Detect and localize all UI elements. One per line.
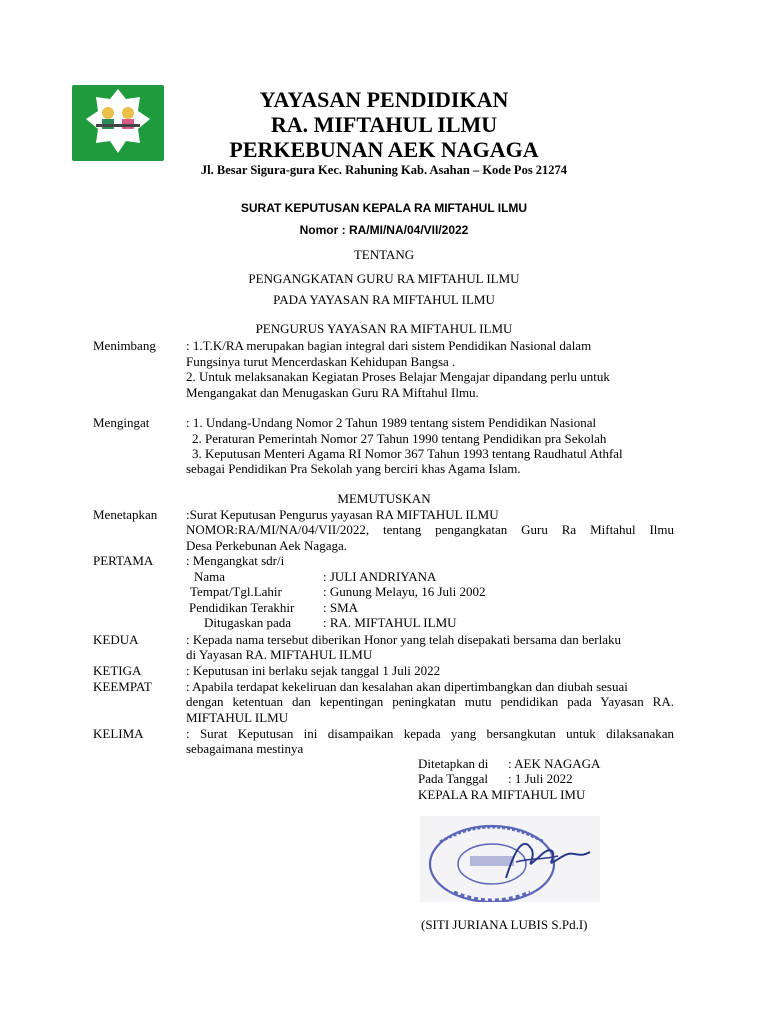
memutuskan-heading: MEMUTUSKAN bbox=[337, 491, 431, 506]
location-name: PERKEBUNAN AEK NAGAGA bbox=[229, 137, 539, 162]
subject-line-1: PENGANGKATAN GURU RA MIFTAHUL ILMU bbox=[248, 271, 520, 286]
tanggal-label: Pada Tanggal bbox=[418, 771, 488, 786]
kedua-label: KEDUA bbox=[93, 632, 139, 647]
board-heading: PENGURUS YAYASAN RA MIFTAHUL ILMU bbox=[255, 321, 513, 336]
menimbang-line: 2. Untuk melaksanakan Kegiatan Proses Belajar Mengajar dipandang perlu untuk bbox=[186, 369, 610, 384]
school-name: RA. MIFTAHUL ILMU bbox=[270, 112, 498, 137]
tanggal-value: : 1 Juli 2022 bbox=[508, 771, 573, 786]
field-label: Nama bbox=[194, 569, 226, 584]
field-label: Tempat/Tgl.Lahir bbox=[190, 584, 282, 599]
menetapkan-line: NOMOR:RA/MI/NA/04/VII/2022, tentang pengangkatan Guru Ra Miftahul Ilmu bbox=[186, 522, 674, 537]
mengingat-line: sebagai Pendidikan Pra Sekolah yang berciri khas Agama Islam. bbox=[186, 461, 521, 476]
subject-line-2: PADA YAYASAN RA MIFTAHUL ILMU bbox=[273, 292, 495, 307]
stamp-signature bbox=[420, 816, 600, 902]
tentang-heading: TENTANG bbox=[353, 247, 415, 262]
mengingat-line: : 1. Undang-Undang Nomor 2 Tahun 1989 tentang sistem Pendidikan Nasional bbox=[186, 415, 597, 430]
ketiga-label: KETIGA bbox=[93, 663, 142, 678]
field-label: Pendidikan Terakhir bbox=[189, 600, 295, 615]
official-stamp-icon bbox=[420, 816, 600, 902]
field-value: : RA. MIFTAHUL ILMU bbox=[323, 615, 457, 630]
menimbang-line: Fungsinya turut Mencerdaskan Kehidupan Bangsa . bbox=[186, 354, 456, 369]
principal-title: KEPALA RA MIFTAHUL IMU bbox=[418, 787, 586, 802]
kedua-line: di Yayasan RA. MIFTAHUL ILMU bbox=[186, 647, 373, 662]
kelima-label: KELIMA bbox=[93, 726, 144, 741]
menimbang-line: : 1.T.K/RA merupakan bagian integral dari sistem Pendidikan Nasional dalam bbox=[186, 338, 592, 353]
menetapkan-label: Menetapkan bbox=[93, 507, 158, 522]
pertama-label: PERTAMA bbox=[93, 553, 154, 568]
field-value: : SMA bbox=[323, 600, 359, 615]
school-logo bbox=[72, 85, 164, 161]
decree-title: SURAT KEPUTUSAN KEPALA RA MIFTAHUL ILMU bbox=[240, 201, 528, 215]
field-value: : JULI ANDRIYANA bbox=[323, 569, 437, 584]
keempat-line: MIFTAHUL ILMU bbox=[186, 710, 289, 725]
menimbang-label: Menimbang bbox=[93, 338, 156, 353]
decree-number: Nomor : RA/MI/NA/04/VII/2022 bbox=[299, 223, 469, 237]
mengingat-line: 3. Keputusan Menteri Agama RI Nomor 367 Tahun 1993 tentang Raudhatul Athfal bbox=[192, 446, 623, 461]
ditetapkan-label: Ditetapkan di bbox=[418, 756, 489, 771]
foundation-name: YAYASAN PENDIDIKAN bbox=[259, 87, 509, 112]
logo-emblem-icon bbox=[72, 85, 164, 161]
kelima-line: sebagaimana mestinya bbox=[186, 741, 304, 756]
field-label: Ditugaskan pada bbox=[204, 615, 292, 630]
kedua-line: : Kepada nama tersebut diberikan Honor yang telah disepakati bersama dan berlaku bbox=[186, 632, 621, 647]
keempat-line: : Apabila terdapat kekeliruan dan kesalahan akan dipertimbangkan dan diubah sesuai bbox=[186, 679, 628, 694]
mengingat-label: Mengingat bbox=[93, 415, 150, 430]
menetapkan-line: Desa Perkebunan Aek Nagaga. bbox=[186, 538, 347, 553]
menetapkan-line: :Surat Keputusan Pengurus yayasan RA MIFTAHUL ILMU bbox=[186, 507, 499, 522]
pertama-intro: : Mengangkat sdr/i bbox=[186, 553, 285, 568]
kelima-line: : Surat Keputusan ini disampaikan kepada yang bersangkutan untuk dilaksanakan bbox=[186, 726, 674, 741]
field-value: : Gunung Melayu, 16 Juli 2002 bbox=[323, 584, 486, 599]
ketiga-line: : Keputusan ini berlaku sejak tanggal 1 Juli 2022 bbox=[186, 663, 441, 678]
address: Jl. Besar Sigura-gura Kec. Rahuning Kab. Asahan – Kode Pos 21274 bbox=[200, 163, 568, 177]
keempat-line: dengan ketentuan dan kepentingan peningkatan mutu pendidikan pada Yayasan RA. bbox=[186, 694, 674, 709]
keempat-label: KEEMPAT bbox=[93, 679, 152, 694]
menimbang-line: Mengangakat dan Menugaskan Guru RA Miftahul Ilmu. bbox=[186, 385, 479, 400]
mengingat-line: 2. Peraturan Pemerintah Nomor 27 Tahun 1990 tentang Pendidikan pra Sekolah bbox=[192, 431, 607, 446]
ditetapkan-value: : AEK NAGAGA bbox=[508, 756, 601, 771]
signer-name: (SITI JURIANA LUBIS S.Pd.I) bbox=[421, 917, 588, 932]
